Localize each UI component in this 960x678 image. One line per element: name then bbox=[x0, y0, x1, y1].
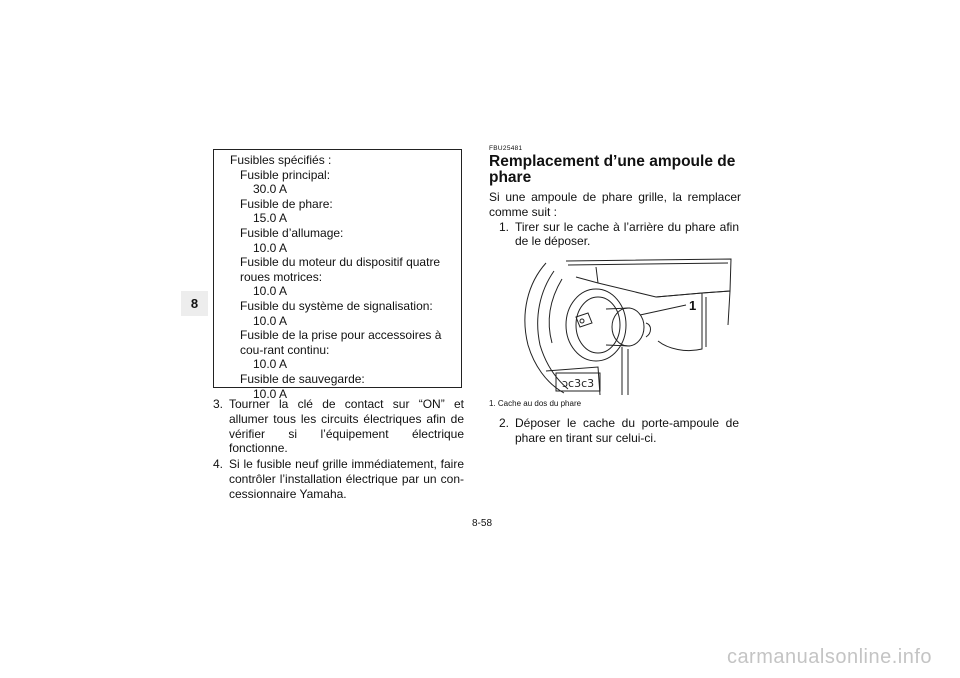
spec-line: Fusible de sauvegarde: bbox=[240, 371, 365, 386]
step-text: Si le fusible neuf grille immédiatement, faire contrôler l’installation électrique par un con-cessionnaire Yamaha. bbox=[229, 457, 464, 501]
step-number: 1. bbox=[499, 219, 510, 234]
headlight-drawing bbox=[506, 253, 735, 395]
step-number: 4. bbox=[213, 457, 224, 472]
figure-caption: 1. Cache au dos du phare bbox=[489, 399, 582, 409]
headlight-illustration bbox=[506, 253, 735, 395]
spec-value: 15.0 A bbox=[253, 211, 288, 226]
spec-title: Fusibles spécifiés : bbox=[230, 153, 332, 167]
step-item bbox=[213, 397, 464, 456]
step-item bbox=[489, 416, 741, 446]
spec-value: 10.0 A bbox=[253, 313, 288, 328]
spec-value: 10.0 A bbox=[253, 357, 288, 372]
intro-paragraph: Si une ampoule de phare grille, la remplacer comme suit : bbox=[489, 190, 741, 219]
spec-line: Fusible de phare: bbox=[240, 196, 333, 211]
right-column bbox=[489, 145, 741, 446]
step-text: Déposer le cache du porte-ampoule de phare en tirant sur celui-ci. bbox=[515, 416, 739, 445]
section-title: Remplacement d’une ampoule de phare bbox=[489, 153, 736, 186]
spec-line: Fusible principal: bbox=[240, 167, 331, 182]
chapter-tab: 8 bbox=[181, 291, 208, 316]
step-item bbox=[213, 457, 464, 501]
spec-line: Fusible du moteur du dispositif quatre roues motrices: bbox=[240, 255, 441, 284]
step-item bbox=[489, 220, 741, 250]
spec-value: 10.0 A bbox=[253, 240, 288, 255]
svg-text:ɔc3c3: ɔc3c3 bbox=[562, 377, 595, 391]
spec-line: Fusible du système de signalisation: bbox=[240, 298, 433, 313]
step-number: 3. bbox=[213, 397, 224, 411]
watermark[interactable]: carmanualsonline.info bbox=[726, 646, 932, 668]
callout-label: 1 bbox=[689, 298, 697, 314]
fuse-spec-box bbox=[213, 149, 462, 401]
step-text: Tourner la clé de contact sur “ON” et allumer tous les circuits électriques afin de vérifier si l’équipement électrique fonctionne. bbox=[229, 397, 464, 456]
section-code: FBU25481 bbox=[489, 145, 523, 152]
left-steps bbox=[213, 397, 464, 503]
step-text: Tirer sur le cache à l’arrière du phare afin de le déposer. bbox=[515, 219, 739, 249]
step-number: 2. bbox=[499, 416, 510, 431]
page-number: 8-58 bbox=[471, 518, 492, 529]
spec-value: 10.0 A bbox=[253, 386, 288, 401]
spec-line: Fusible d’allumage: bbox=[240, 225, 344, 240]
spec-value: 30.0 A bbox=[253, 182, 288, 197]
spec-value: 10.0 A bbox=[253, 284, 288, 299]
spec-line: Fusible de la prise pour accessoires à cou-rant continu: bbox=[240, 328, 442, 357]
